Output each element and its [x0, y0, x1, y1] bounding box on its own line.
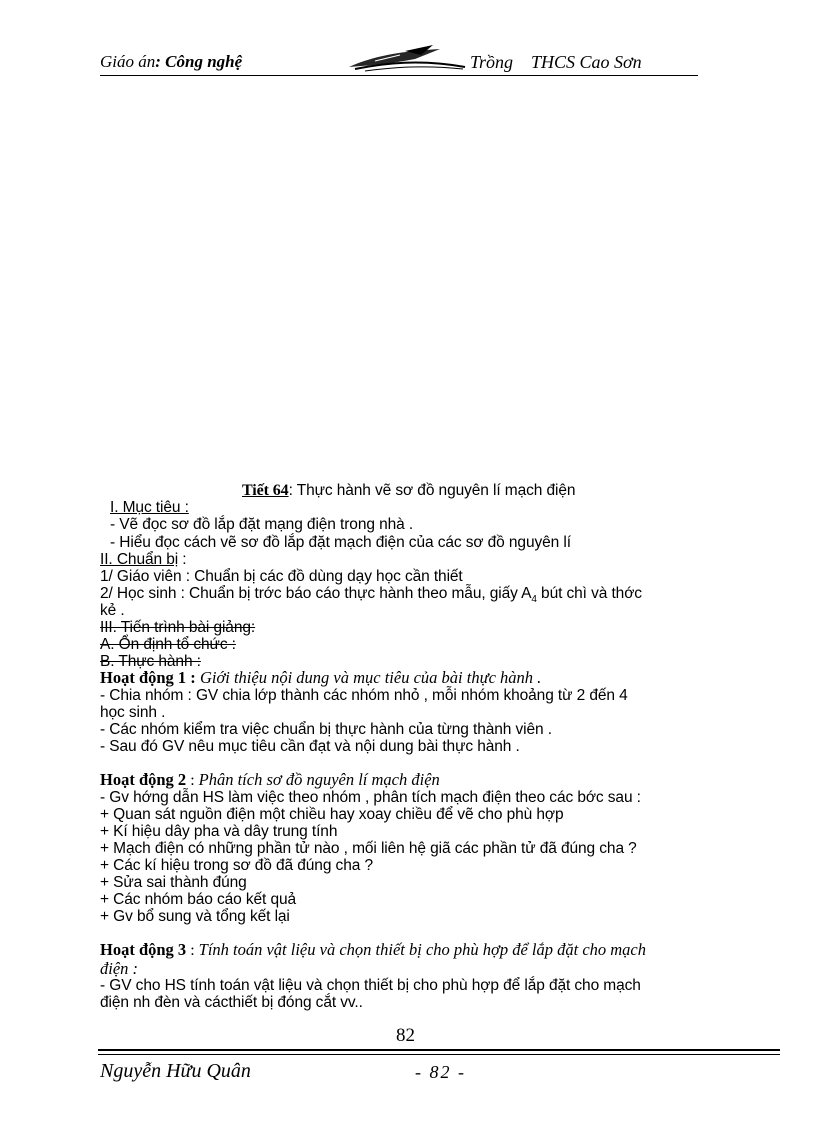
- activity-3-item-1-cont: điện nh đèn và cácthiết bị đóng cắt vv..: [100, 994, 363, 1011]
- subsection-organization: A. Ổn định tổ chức :: [100, 636, 236, 653]
- header-subject: [100, 52, 242, 72]
- section-procedure: III. Tiến trình bài giảng:: [100, 619, 256, 636]
- activity-3-item-1: - GV cho HS tính toán vật liệu và chọn thiết bị cho phù hợp để lắp đặt cho mạch: [100, 977, 641, 994]
- section-objectives: I. Mục tiêu :: [110, 499, 189, 516]
- activity-3-label: Hoạt động 3: [100, 940, 187, 959]
- activity-2-item-2: + Quan sát nguồn điện một chiều hay xoay chiều để vẽ cho phù hợp: [100, 806, 564, 823]
- activity-2-sep: :: [186, 772, 199, 789]
- subsection-practice: B. Thực hành :: [100, 653, 201, 670]
- footer-rule-thin: [98, 1054, 780, 1055]
- lesson-title-text: : Thực hành vẽ sơ đồ nguyên lí mạch điện: [288, 482, 576, 499]
- activity-3-sep: :: [186, 942, 199, 959]
- activity-2-item-8: + Gv bổ sung và tổng kết lại: [100, 908, 290, 925]
- section-preparation-colon: :: [178, 551, 187, 568]
- activity-2-item-6: + Sửa sai thành đúng: [100, 874, 247, 891]
- footer-author: Nguyễn Hữu Quân: [100, 1060, 251, 1082]
- activity-1-item-2: - Các nhóm kiểm tra việc chuẩn bị thực hành của từng thành viên .: [100, 721, 552, 738]
- preparation-student-text-2: bút chì và thớc: [536, 585, 642, 602]
- activity-1-heading: [100, 668, 541, 688]
- section-preparation: [100, 551, 187, 569]
- objective-item-2: - Hiểu đọc cách vẽ sơ đồ lắp đặt mạch điện của các sơ đồ nguyên lí: [110, 534, 571, 551]
- footer-page-label: - 82 -: [415, 1062, 466, 1082]
- header-subject-prefix: Giáo án: [100, 52, 156, 71]
- preparation-student-cont: kẻ .: [100, 602, 125, 619]
- activity-1-item-1-cont: học sinh .: [100, 704, 166, 721]
- activity-2-title: Phân tích sơ đồ nguyên lí mạch điện: [198, 770, 440, 789]
- preparation-student: [100, 585, 642, 605]
- activity-1-title: Giới thiệu nội dung và mục tiêu của bài thực hành .: [195, 668, 542, 687]
- activity-2-item-5: + Các kí hiệu trong sơ đồ đã đúng cha ?: [100, 857, 373, 874]
- header-school-word: Trồng: [470, 52, 514, 72]
- footer-rule-thick: [98, 1049, 780, 1051]
- preparation-student-text: 2/ Học sinh : Chuẩn bị trớc báo cáo thực hành theo mẫu, giấy A: [100, 585, 532, 602]
- activity-1-label: Hoạt động 1 :: [100, 668, 196, 687]
- header-rule: [100, 75, 698, 76]
- activity-2-label: Hoạt động 2: [100, 770, 187, 789]
- activity-3-heading: [100, 940, 646, 960]
- activity-2-item-1: - Gv hớng dẫn HS làm việc theo nhóm , phân tích mạch điện theo các bớc sau :: [100, 789, 641, 806]
- header-school-name: THCS Cao Sơn: [531, 52, 642, 72]
- lesson-number: Tiết 64: [242, 482, 289, 499]
- preparation-teacher: 1/ Giáo viên : Chuẩn bị các đồ dùng dạy học cần thiết: [100, 568, 463, 585]
- activity-3-title: Tính toán vật liệu và chọn thiết bị cho phù hợp để lắp đặt cho mạch: [198, 940, 647, 959]
- activity-1-item-3: - Sau đó GV nêu mục tiêu cần đạt và nội dung bài thực hành .: [100, 738, 520, 755]
- paper-size-subscript: 4: [531, 594, 537, 606]
- lesson-title: [242, 482, 575, 500]
- activity-2-item-7: + Các nhóm báo cáo kết quả: [100, 891, 297, 908]
- header-subject-name: : Công nghệ: [155, 52, 243, 71]
- activity-2-item-4: + Mạch điện có những phần tử nào , mối liên hệ giã các phần tử đã đúng cha ?: [100, 840, 637, 857]
- section-preparation-label: II. Chuẩn bị: [100, 551, 179, 568]
- header-school: [470, 52, 642, 73]
- activity-2-heading: [100, 770, 440, 790]
- quill-logo-icon: [345, 45, 470, 82]
- objective-item-1: - Vẽ đọc sơ đồ lắp đặt mạng điện trong nhà .: [110, 516, 414, 533]
- activity-1-item-1: - Chia nhóm : GV chia lớp thành các nhóm nhỏ , mỗi nhóm khoảng từ 2 đến 4: [100, 687, 628, 704]
- activity-3-title-cont: điện :: [100, 959, 139, 978]
- activity-2-item-3: + Kí hiệu dây pha và dây trung tính: [100, 823, 338, 840]
- page-number: 82: [396, 1025, 415, 1046]
